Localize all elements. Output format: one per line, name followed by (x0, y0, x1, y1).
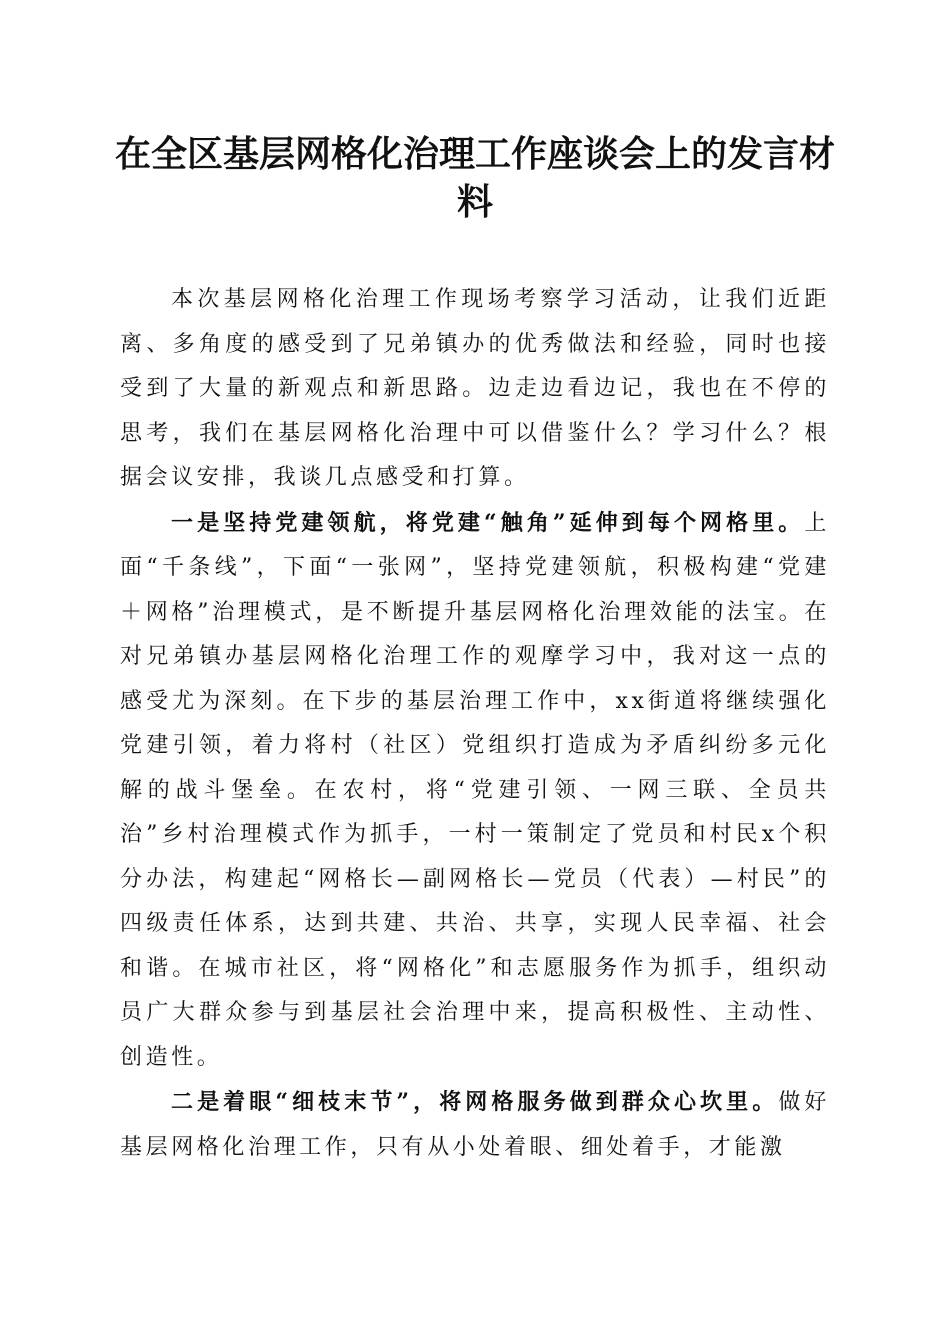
paragraph-point-two-heading: 二是着眼“细枝末节”，将网格服务做到群众心坎里。 (171, 1089, 779, 1115)
document-title: 在全区基层网格化治理工作座谈会上的发言材料 (114, 133, 835, 223)
paragraph-intro (120, 278, 830, 501)
paragraph-point-two (120, 1080, 830, 1170)
paragraph-intro-text: 本次基层网格化治理工作现场考察学习活动，让我们近距离、多角度的感受到了兄弟镇办的优秀做法和经验，同时也接受到了大量的新观点和新思路。边走边看边记，我也在不停的思考，我们在基层网格化治理中可以借鉴什么？学习什么？根据会议安排，我谈几点感受和打算。 (120, 287, 830, 490)
paragraph-point-one-heading: 一是坚持党建领航，将党建“触角”延伸到每个网格里。 (171, 509, 805, 536)
document-body (120, 278, 830, 1170)
paragraph-point-one (120, 501, 830, 1081)
paragraph-point-two-text: 做好基层网格化治理工作，只有从小处着眼、细处着手，才能激 (120, 1090, 830, 1160)
paragraph-point-one-text: 上面“千条线”，下面“一张网”，坚持党建领航，积极构建“党建＋网格”治理模式，是不断提升基层网格化治理效能的法宝。在对兄弟镇办基层网格化治理工作的观摩学习中，我对这一点的感受尤为深刻。在下步的基层治理工作中，xx街道将继续强化党建引领，着力将村（社区）党组织打造成为矛盾纠纷多元化解的战斗堡垒。在农村，将“党建引领、一网三联、全员共治”乡村治理模式作为抓手，一村一策制定了党员和村民x个积分办法，构建起“网格长—副网格长—党员（代表）—村民”的四级责任体系，达到共建、共治、共享，实现人民幸福、社会和谐。在城市社区，将“网格化”和志愿服务作为抓手，组织动员广大群众参与到基层社会治理中来，提高积极性、主动性、创造性。 (120, 510, 830, 1070)
